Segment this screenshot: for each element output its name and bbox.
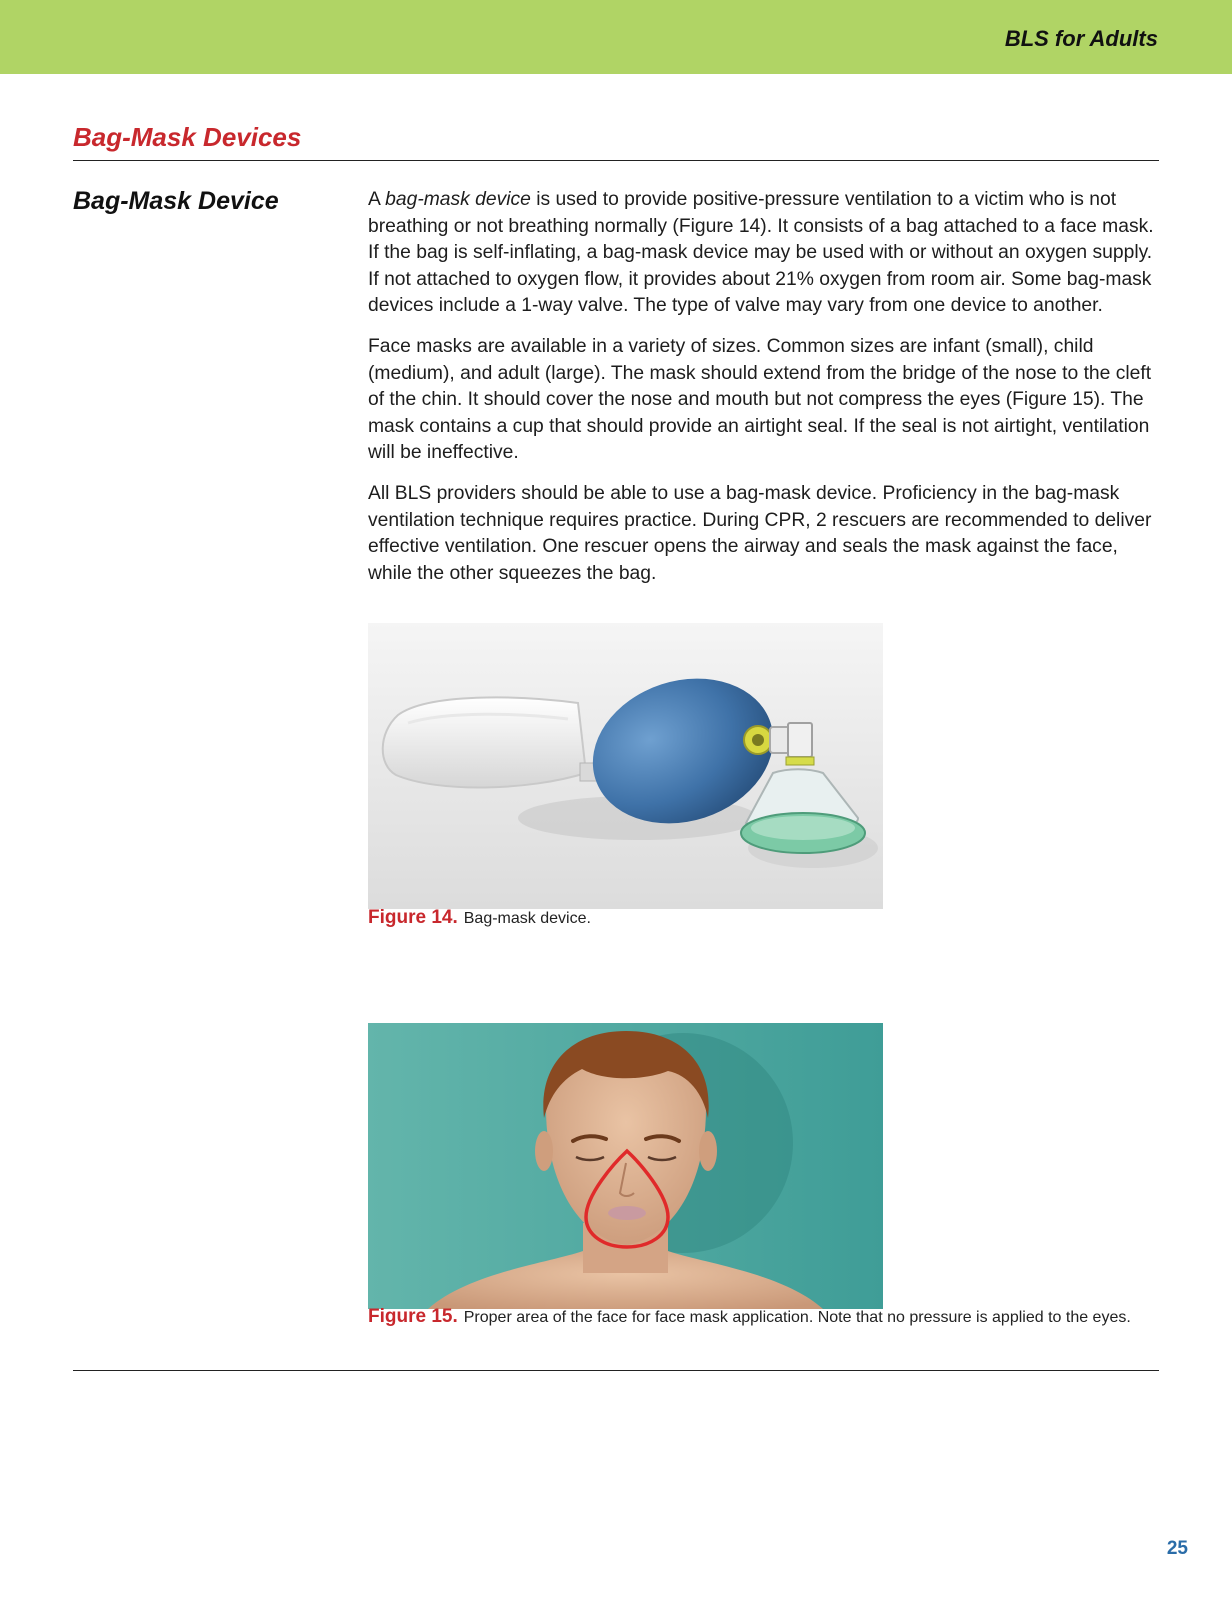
paragraph-bag-mask-intro: A bag-mask device is used to provide positive-pressure ventilation to a victim who is not breathing or not breathing normally (Figure 14). It consists of a bag attached to a face mask. If the bag is self-inflating, a bag-mask device may be used with or without an oxygen supply. If not attached to oxygen flow, it provides about 21% oxygen from room air. Some bag-mask devices include a 1-way valve. The type of valve may vary from one device to another. [368, 189, 1154, 317]
figure-14-image [368, 623, 883, 909]
section-divider-bottom [73, 1370, 1159, 1371]
bag-mask-device-illustration [368, 623, 883, 909]
oxygen-reservoir-bag [383, 697, 586, 787]
running-header-title: BLS for Adults [1004, 26, 1158, 51]
term-bag-mask-device: bag-mask device [385, 189, 531, 210]
figure-14-caption [368, 907, 1160, 930]
figure-14-label: Figure 14. [368, 907, 458, 928]
section-title: Bag-Mask Devices [73, 122, 302, 152]
page-number: 25 [1166, 1538, 1188, 1559]
paragraph-face-mask-sizes: Face masks are available in a variety of sizes. Common sizes are infant (small), child (medium), and adult (large). The mask should extend from the bridge of the nose to the cleft of the chin. It should cover the nose and mouth but not compress the eyes (Figure 15). The mask contains a cup that should provide an airtight seal. If the seal is not airtight, ventilation will be ineffective. [368, 335, 1152, 464]
figure-14-caption-text: Bag-mask device. [463, 910, 591, 927]
side-heading: Bag-Mask Device [73, 187, 279, 215]
figure-15-label: Figure 15. [368, 1306, 458, 1327]
body-text-column [368, 187, 1160, 601]
section-divider-top [73, 160, 1159, 161]
figure-15-image [368, 1023, 883, 1309]
figure-15-caption-text: Proper area of the face for face mask application. Note that no pressure is applied to the eyes. [463, 1309, 1131, 1326]
header-band [0, 0, 1232, 74]
figure-15-caption [368, 1306, 1160, 1329]
paragraph-bls-providers: All BLS providers should be able to use a bag-mask device. Proficiency in the bag-mask ventilation technique requires practice. During CPR, 2 rescuers are recommended to deliver effective ventilation. One rescuer opens the airway and seals the mask against the face, while the other squeezes the bag. [368, 482, 1152, 584]
face-mask-area-illustration [368, 1023, 883, 1309]
